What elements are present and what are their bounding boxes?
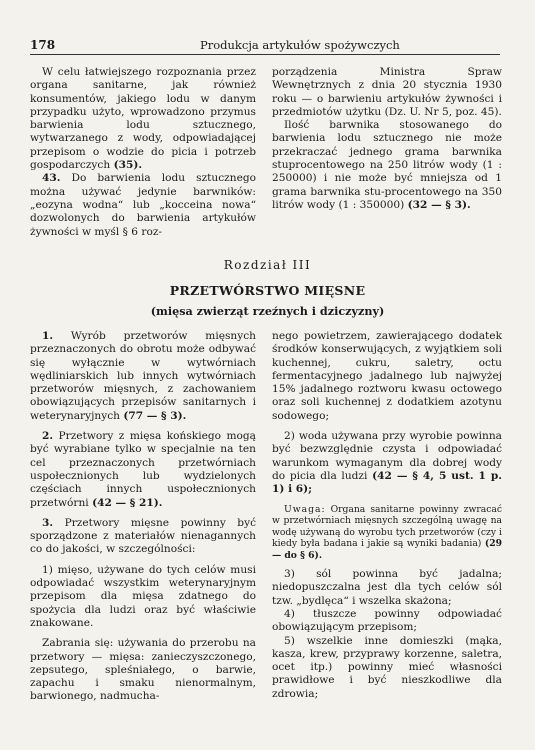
chapter-title: PRZETWÓRSTWO MIĘSNE <box>169 283 366 298</box>
bottom-left-column <box>30 330 256 704</box>
running-title: Produkcja artykułów spożywczych <box>200 38 400 52</box>
top-right-column <box>272 66 502 212</box>
paragraph: W celu łatwiejszego rozpoznania przez organa sanitarne, jak również konsumentów, jakiego lodu w danym przypadku użyto, wprowadzono przymus barwienia lodu sztucznego, wytwarzanego z wody, odpowiadającej przepisom o wodzie do picia i potrzeb gospodarczych (35). <box>30 66 256 172</box>
bottom-right-column <box>272 330 502 701</box>
chapter-label: Rozdział III <box>223 258 312 272</box>
paragraph: 2) woda używana przy wyrobie powinna być bezwzględnie czysta i odpowiadać warunkom wymaganym dla dobrej wody do picia dla ludzi (42 — § 4, 5 ust. 1 p. 1) i 6); <box>272 430 502 496</box>
paragraph: 1. Wyrób przetworów mięsnych przeznaczonych do obrotu może odbywać się wyłącznie w wytwórniach wędliniarskich lub innych wytwórniach przetworów mięsnych, z zachowaniem obowiązujących przepisów sanitarnych i weterynaryjnych (77 — § 3). <box>30 330 256 422</box>
chapter-subtitle: (mięsa zwierząt rzeźnych i dziczyzny) <box>150 304 385 318</box>
top-left-column <box>30 66 256 239</box>
paragraph: 4) tłuszcze powinny odpowiadać obowiązującym przepisom; <box>272 607 502 634</box>
paragraph: Zabrania się: używania do przerobu na przetwory — mięsa: zanieczyszczonego, zepsutego, spleśniałego, o barwie, zapachu i smaku nienormalnym, barwionego, nadmucha- <box>30 637 256 703</box>
paragraph: 3) sól powinna być jadalna; niedopuszczalna jest dla tych celów sól tzw. „bydlęca“ i wszelka skażona; <box>272 568 502 607</box>
page-header <box>30 38 500 55</box>
paragraph: 43. Do barwienia lodu sztucznego można używać jedynie barwników: „eozyna wodna“ lub „kocceina nowa“ dozwolonych do barwienia artykułów żywności w myśl § 6 roz- <box>30 172 256 238</box>
note: Uwaga: Organa sanitarne powinny zwracać w przetwórniach mięsnych szczególną uwagę na wodę używaną do wyrobu tych przetworów (czy i kiedy była badana i jakie są wyniki badania) (29 — do § 6). <box>272 503 502 561</box>
paragraph: 1) mięso, używane do tych celów musi odpowiadać wszystkim weterynaryjnym przepisom dla mięsa zdatnego do spożycia dla ludzi oraz być właściwie znakowane. <box>30 563 256 629</box>
paragraph: 2. Przetwory z mięsa końskiego mogą być wyrabiane tylko w specjalnie na ten cel przeznaczonych przetwórniach uspołecznionych lub wydzielonych częściach innych uspołecznionych przetwórni (42 — § 21). <box>30 430 256 509</box>
page-number: 178 <box>30 38 56 52</box>
paragraph: nego powietrzem, zawierającego dodatek środków konserwujących, z wyjątkiem soli kuchennej, cukru, saletry, octu fermentacyjnego jadalnego lub najwyżej 15% jadalnego roztworu kwasu octowego oraz soli kuchennej z dodatkiem azotynu sodowego; <box>272 330 502 422</box>
paragraph: porządzenia Ministra Spraw Wewnętrznych z dnia 20 stycznia 1930 roku — o barwieniu artykułów żywności i przedmiotów użytku (Dz. U. Nr 5, poz. 45). <box>272 66 502 118</box>
paragraph: 5) wszelkie inne domieszki (mąka, kasza, krew, przyprawy korzenne, saletra, ocet itp.) powinny mieć własności prawidłowe i być nieszkodliwe dla zdrowia; <box>272 634 502 700</box>
paragraph: Ilość barwnika stosowanego do barwienia lodu sztucznego nie może przekraczać jednego grama barwnika stuprocentowego na 250 litrów wody (1 : 250000) i nie może być mniejsza od 1 grama barwnika stu-procentowego na 350 litrów wody (1 : 350000) (32 — § 3). <box>272 119 502 211</box>
paragraph: 3. Przetwory mięsne powinny być sporządzone z materiałów nienagannych co do jakości, w szczególności: <box>30 516 256 556</box>
